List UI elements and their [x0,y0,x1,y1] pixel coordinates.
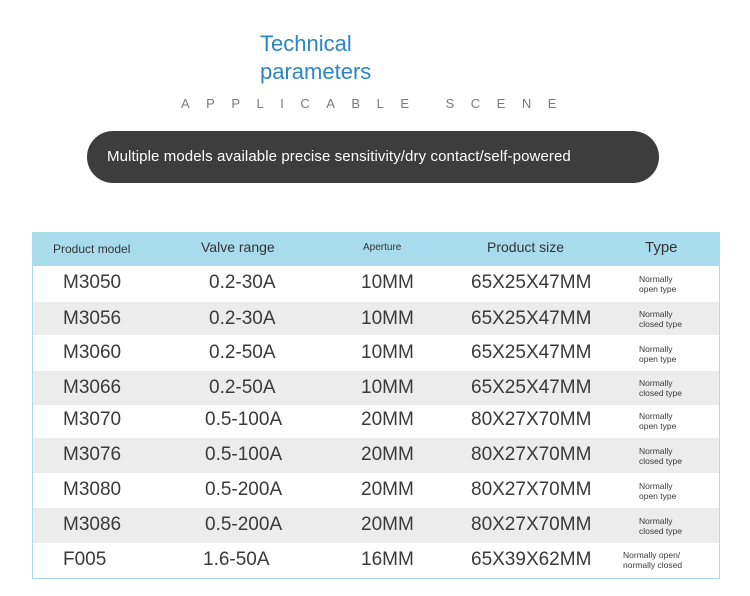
header-product-model: Product model [53,242,131,256]
type-line-2: closed type [639,388,682,398]
cell-model: M3050 [63,272,122,293]
type-line-1: Normally [639,274,673,284]
cell-aperture: 10MM [361,308,414,329]
parameters-table [32,232,720,579]
cell-model: M3086 [63,514,122,535]
section-subtitle: APPLICABLE SCENE [181,96,573,111]
page-title [260,30,371,86]
cell-valve-range: 0.2-50A [209,342,276,363]
cell-type [639,516,719,536]
table-row [33,508,719,543]
table-row [33,336,719,371]
cell-aperture: 16MM [361,549,414,570]
cell-valve-range: 0.2-30A [209,308,276,329]
type-line-2: open type [639,491,677,501]
cell-size: 65X25X47MM [471,342,592,363]
cell-aperture: 10MM [361,342,414,363]
cell-size: 65X25X47MM [471,272,592,293]
type-line-2: closed type [639,456,682,466]
type-line-2: open type [639,284,677,294]
cell-model: M3060 [63,342,122,363]
cell-aperture: 20MM [361,479,414,500]
header-type: Type [645,239,678,256]
cell-valve-range: 0.5-100A [205,444,283,465]
title-line-1: Technical [260,31,352,56]
cell-model: M3070 [63,409,122,430]
header-valve-range: Valve range [201,239,275,255]
type-line-2: closed type [639,526,682,536]
cell-aperture: 20MM [361,409,414,430]
table-row [33,302,719,335]
cell-valve-range: 0.5-200A [205,479,283,500]
cell-size: 80X27X70MM [471,479,592,500]
type-line-2: open type [639,354,677,364]
type-line-2: closed type [639,319,682,329]
cell-type [639,411,719,431]
cell-aperture: 10MM [361,272,414,293]
cell-type [639,274,719,294]
cell-size: 65X39X62MM [471,549,592,570]
cell-model: M3080 [63,479,122,500]
cell-model: F005 [63,549,107,570]
header-product-size: Product size [487,239,565,255]
title-line-2: parameters [260,59,372,84]
cell-aperture: 10MM [361,377,414,398]
type-line-1: Normally open/ [623,550,681,560]
feature-banner: Multiple models available precise sensitivity/dry contact/self-powered [87,131,659,183]
table-row [33,473,719,508]
type-line-1: Normally [639,516,673,526]
cell-size: 80X27X70MM [471,409,592,430]
table-row [33,266,719,300]
cell-type [639,309,719,329]
cell-aperture: 20MM [361,444,414,465]
type-line-1: Normally [639,481,673,491]
cell-valve-range: 0.5-200A [205,514,283,535]
cell-model: M3066 [63,377,122,398]
cell-valve-range: 0.2-50A [209,377,276,398]
type-line-1: Normally [639,378,673,388]
header-aperture: Aperture [363,242,402,253]
cell-type [623,550,703,570]
table-row [33,438,719,473]
cell-type [639,446,719,466]
cell-model: M3056 [63,308,122,329]
type-line-2: normally closed [623,560,683,570]
cell-valve-range: 0.5-100A [205,409,283,430]
cell-valve-range: 1.6-50A [203,549,270,570]
cell-model: M3076 [63,444,122,465]
table-row [33,405,719,438]
cell-size: 65X25X47MM [471,308,592,329]
table-row [33,543,719,578]
type-line-1: Normally [639,309,673,319]
type-line-1: Normally [639,446,673,456]
type-line-1: Normally [639,411,673,421]
cell-size: 80X27X70MM [471,444,592,465]
table-header [33,233,719,266]
cell-type [639,481,719,501]
cell-size: 65X25X47MM [471,377,592,398]
type-line-2: open type [639,421,677,431]
table-row [33,371,719,405]
cell-size: 80X27X70MM [471,514,592,535]
cell-type [639,378,719,398]
cell-valve-range: 0.2-30A [209,272,276,293]
type-line-1: Normally [639,344,673,354]
cell-aperture: 20MM [361,514,414,535]
cell-type [639,344,719,364]
